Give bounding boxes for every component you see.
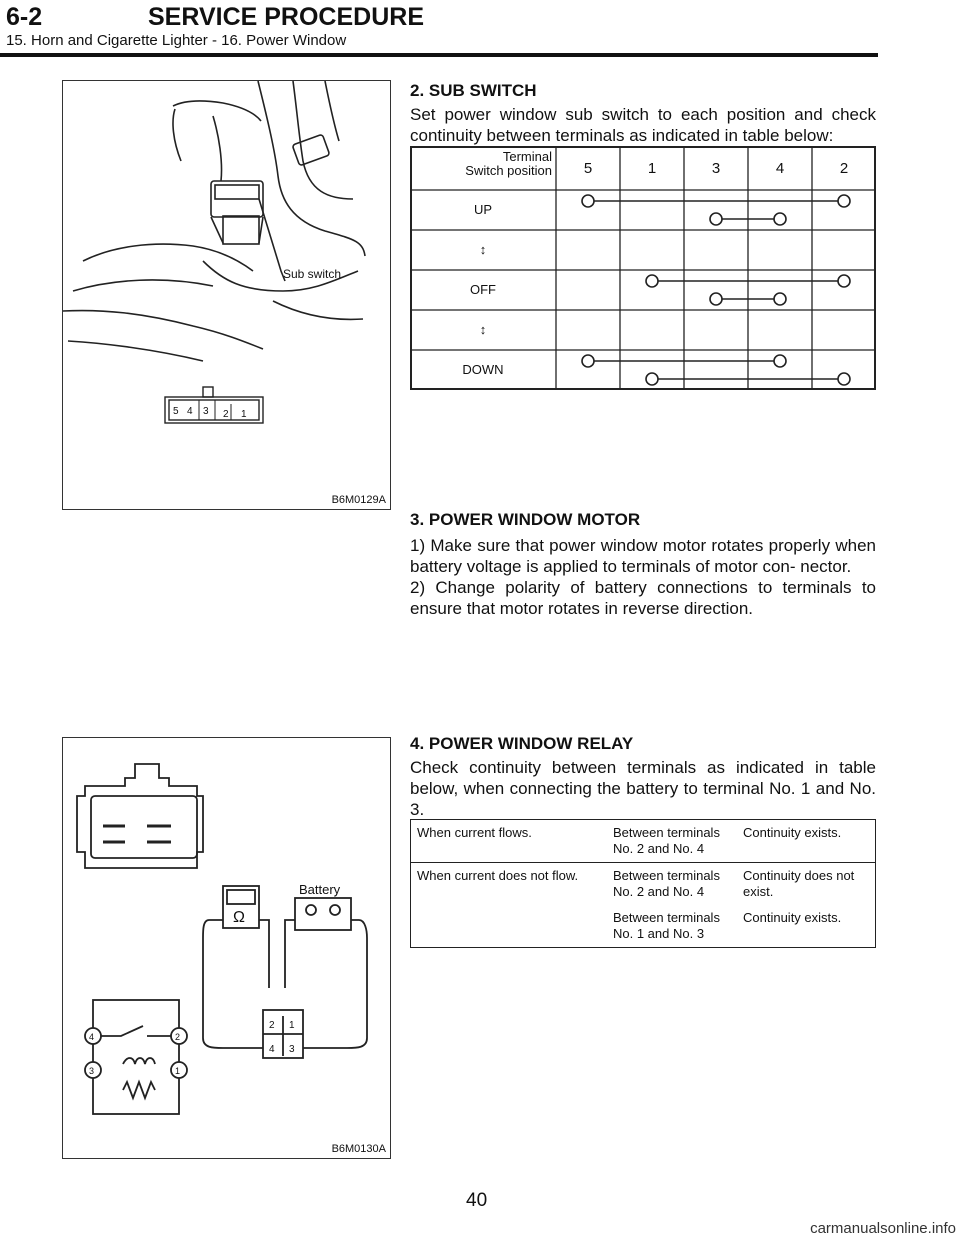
result-cell: Continuity exists.: [737, 905, 876, 948]
header-rule: [0, 53, 878, 57]
sub-switch-text: Set power window sub switch to each position and check continuity between terminals as indicated in table below:: [410, 105, 876, 145]
terminals-cell: Between terminals No. 2 and No. 4: [607, 863, 737, 906]
relay-heading: 4. POWER WINDOW RELAY: [410, 734, 634, 753]
motor-step-2: 2) Change polarity of battery connections to terminals to ensure that motor rotates in reverse direction.: [410, 578, 876, 618]
relay-continuity-table: [410, 819, 876, 948]
relay-test-illustration: [63, 738, 390, 1158]
switch-position-label: ↕: [479, 322, 487, 337]
relay-pin-label: 2: [175, 1032, 181, 1042]
terminal-header-1: 1: [647, 160, 657, 177]
continuity-connection-5-2: [582, 195, 850, 207]
relay-pin-label: 1: [175, 1066, 181, 1076]
sub-switch-heading: 2. SUB SWITCH: [410, 81, 537, 100]
connector-pin-label: 3: [289, 1044, 295, 1055]
table-row: [411, 863, 876, 906]
relay-pin-label: 3: [89, 1066, 95, 1076]
switch-table-grid: [410, 146, 876, 390]
sub-switch-label: Sub switch: [283, 267, 342, 281]
table-row: [411, 820, 876, 863]
terminal-header-2: 2: [839, 160, 849, 177]
battery-label: Battery: [299, 882, 341, 897]
terminal-header-5: 5: [583, 160, 593, 177]
switch-position-label: OFF: [470, 282, 496, 297]
motor-steps: [410, 535, 876, 619]
connector-pin-label: 4: [269, 1044, 275, 1055]
figure-code: B6M0129A: [331, 494, 386, 506]
connector-pin-label: 2: [269, 1020, 275, 1031]
connector-terminal-label: 5: [173, 406, 179, 417]
sub-switch-figure: [62, 80, 391, 510]
section-subtitle: 15. Horn and Cigarette Lighter - 16. Power Window: [6, 32, 347, 49]
switch-position-label: DOWN: [462, 362, 504, 377]
condition-cell: When current does not flow.: [411, 863, 608, 948]
connector-terminal-label: 3: [203, 406, 209, 417]
switch-position-label: UP: [473, 202, 493, 217]
motor-heading: 3. POWER WINDOW MOTOR: [410, 510, 641, 529]
relay-text: Check continuity between terminals as indicated in table below, when connecting the battery to terminal No. 1 and No. 3.: [410, 758, 876, 819]
switch-position-label: ↕: [479, 242, 487, 257]
terminals-cell: Between terminals No. 1 and No. 3: [607, 905, 737, 948]
result-cell: Continuity does not exist.: [737, 863, 876, 906]
connector-pin-label: 1: [289, 1020, 295, 1031]
sub-switch-table: [410, 146, 876, 390]
section-number: 6-2: [6, 3, 43, 31]
section-title: SERVICE PROCEDURE: [148, 3, 424, 31]
result-cell: Continuity exists.: [737, 820, 876, 863]
connector-terminal-label: 1: [241, 409, 247, 420]
watermark: carmanualsonline.info: [810, 1220, 956, 1237]
page-number: 40: [466, 1190, 488, 1211]
figure-code: B6M0130A: [331, 1143, 386, 1155]
relay-figure: [62, 737, 391, 1159]
header-terminal: Terminal: [502, 149, 552, 164]
motor-step-1: 1) Make sure that power window motor rotates properly when battery voltage is applied to terminals of motor con- nector.: [410, 536, 876, 576]
terminal-header-3: 3: [711, 160, 721, 177]
connector-terminal-label: 2: [223, 409, 229, 420]
terminals-cell: Between terminals No. 2 and No. 4: [607, 820, 737, 863]
connector-terminal-label: 4: [187, 406, 193, 417]
header-switch-position: Switch position: [465, 163, 552, 178]
relay-pin-label: 4: [89, 1032, 95, 1042]
terminal-header-4: 4: [775, 160, 785, 177]
condition-cell: When current flows.: [411, 820, 608, 863]
sub-switch-illustration: [63, 81, 390, 509]
ohm-symbol: Ω: [233, 909, 245, 926]
